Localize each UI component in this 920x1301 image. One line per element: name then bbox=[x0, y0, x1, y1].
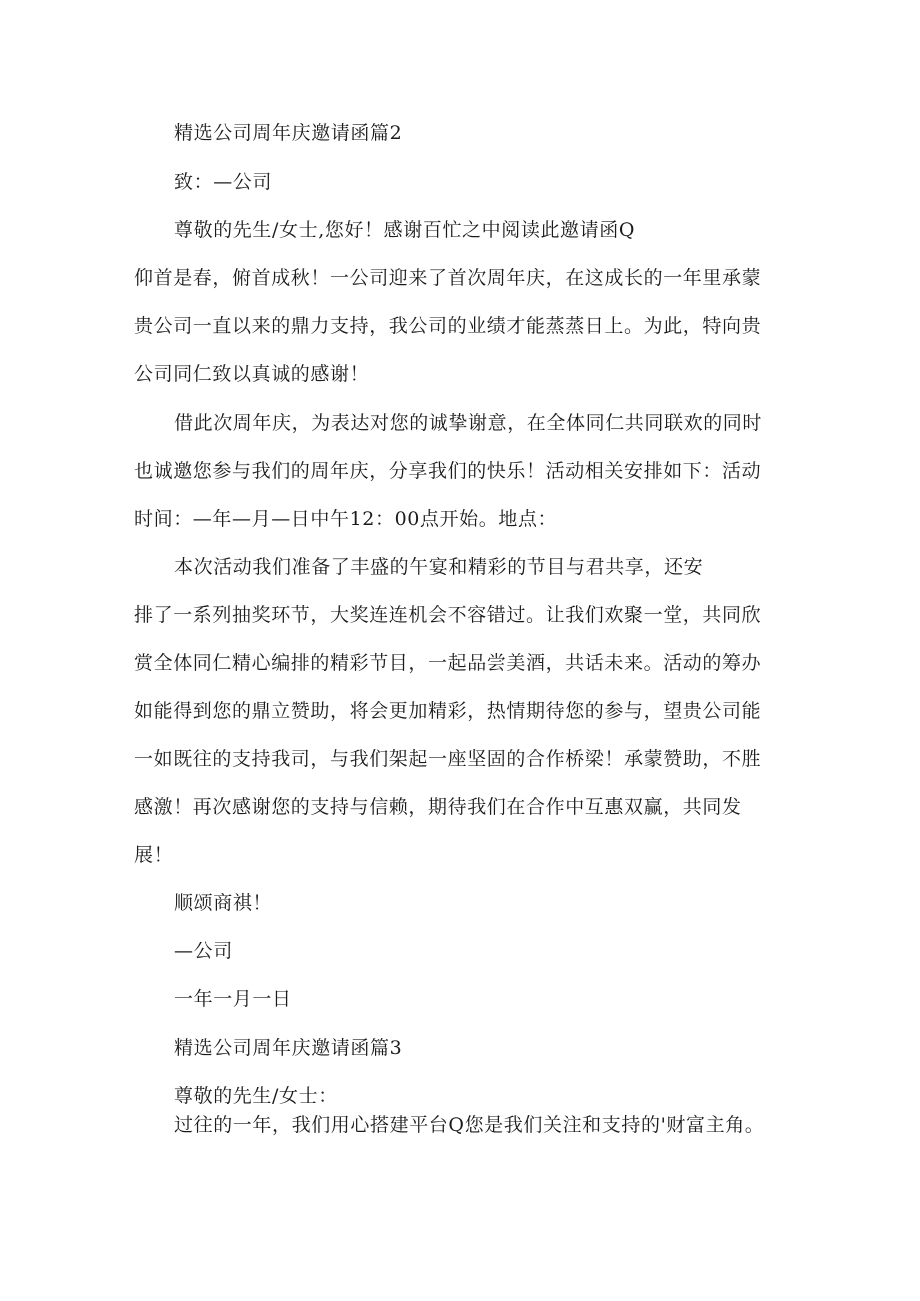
section-heading-2: 精选公司周年庆邀请函篇2 bbox=[174, 122, 403, 144]
salutation-line: 尊敬的先生/女士,您好！感谢百忙之中阅读此邀请函Q bbox=[174, 219, 636, 241]
body-text-line: 也诚邀您参与我们的周年庆，分享我们的快乐！活动相关安排如下：活动 bbox=[134, 460, 762, 482]
body-text-line: 赏全体同仁精心编排的精彩节目，一起品尝美酒，共话未来。活动的筹办 bbox=[134, 652, 762, 674]
body-text-line: 一如既往的支持我司，与我们架起一座坚固的合作桥梁！承蒙赞助，不胜 bbox=[134, 748, 762, 770]
body-text-line: 如能得到您的鼎立赞助，将会更加精彩，热情期待您的参与，望贵公司能 bbox=[134, 700, 762, 722]
section-heading-3: 精选公司周年庆邀请函篇3 bbox=[174, 1037, 403, 1059]
sender-line: —公司 bbox=[174, 940, 233, 962]
body-text-line: 借此次周年庆，为表达对您的诚挚谢意，在全体同仁共同联欢的同时 bbox=[174, 412, 763, 434]
salutation-line: 尊敬的先生/女士： bbox=[174, 1085, 338, 1107]
body-text-line: 展！ bbox=[134, 844, 174, 866]
body-text-line: 公司同仁致以真诚的感谢！ bbox=[134, 363, 370, 385]
date-line: 一年一月一日 bbox=[174, 988, 292, 1010]
body-text-line: 本次活动我们准备了丰盛的午宴和精彩的节目与君共享，还安 bbox=[174, 556, 704, 578]
body-text-line: 过往的一年，我们用心搭建平台Q您是我们关注和支持的'财富主角。 bbox=[174, 1114, 765, 1136]
body-text-line: 时间：—年—月—日中午12：00点开始。地点： bbox=[134, 508, 558, 530]
body-text-line: 贵公司一直以来的鼎力支持，我公司的业绩才能蒸蒸日上。为此，特向贵 bbox=[134, 315, 762, 337]
body-text-line: 排了一系列抽奖环节，大奖连连机会不容错过。让我们欢聚一堂，共同欣 bbox=[134, 604, 762, 626]
body-text-line: 仰首是春，俯首成秋！一公司迎来了首次周年庆，在这成长的一年里承蒙 bbox=[134, 267, 762, 289]
recipient-line: 致：—公司 bbox=[174, 171, 273, 193]
closing-line: 顺颂商祺！ bbox=[174, 892, 273, 914]
body-text-line: 感激！再次感谢您的支持与信赖，期待我们在合作中互惠双赢，共同发 bbox=[134, 796, 742, 818]
